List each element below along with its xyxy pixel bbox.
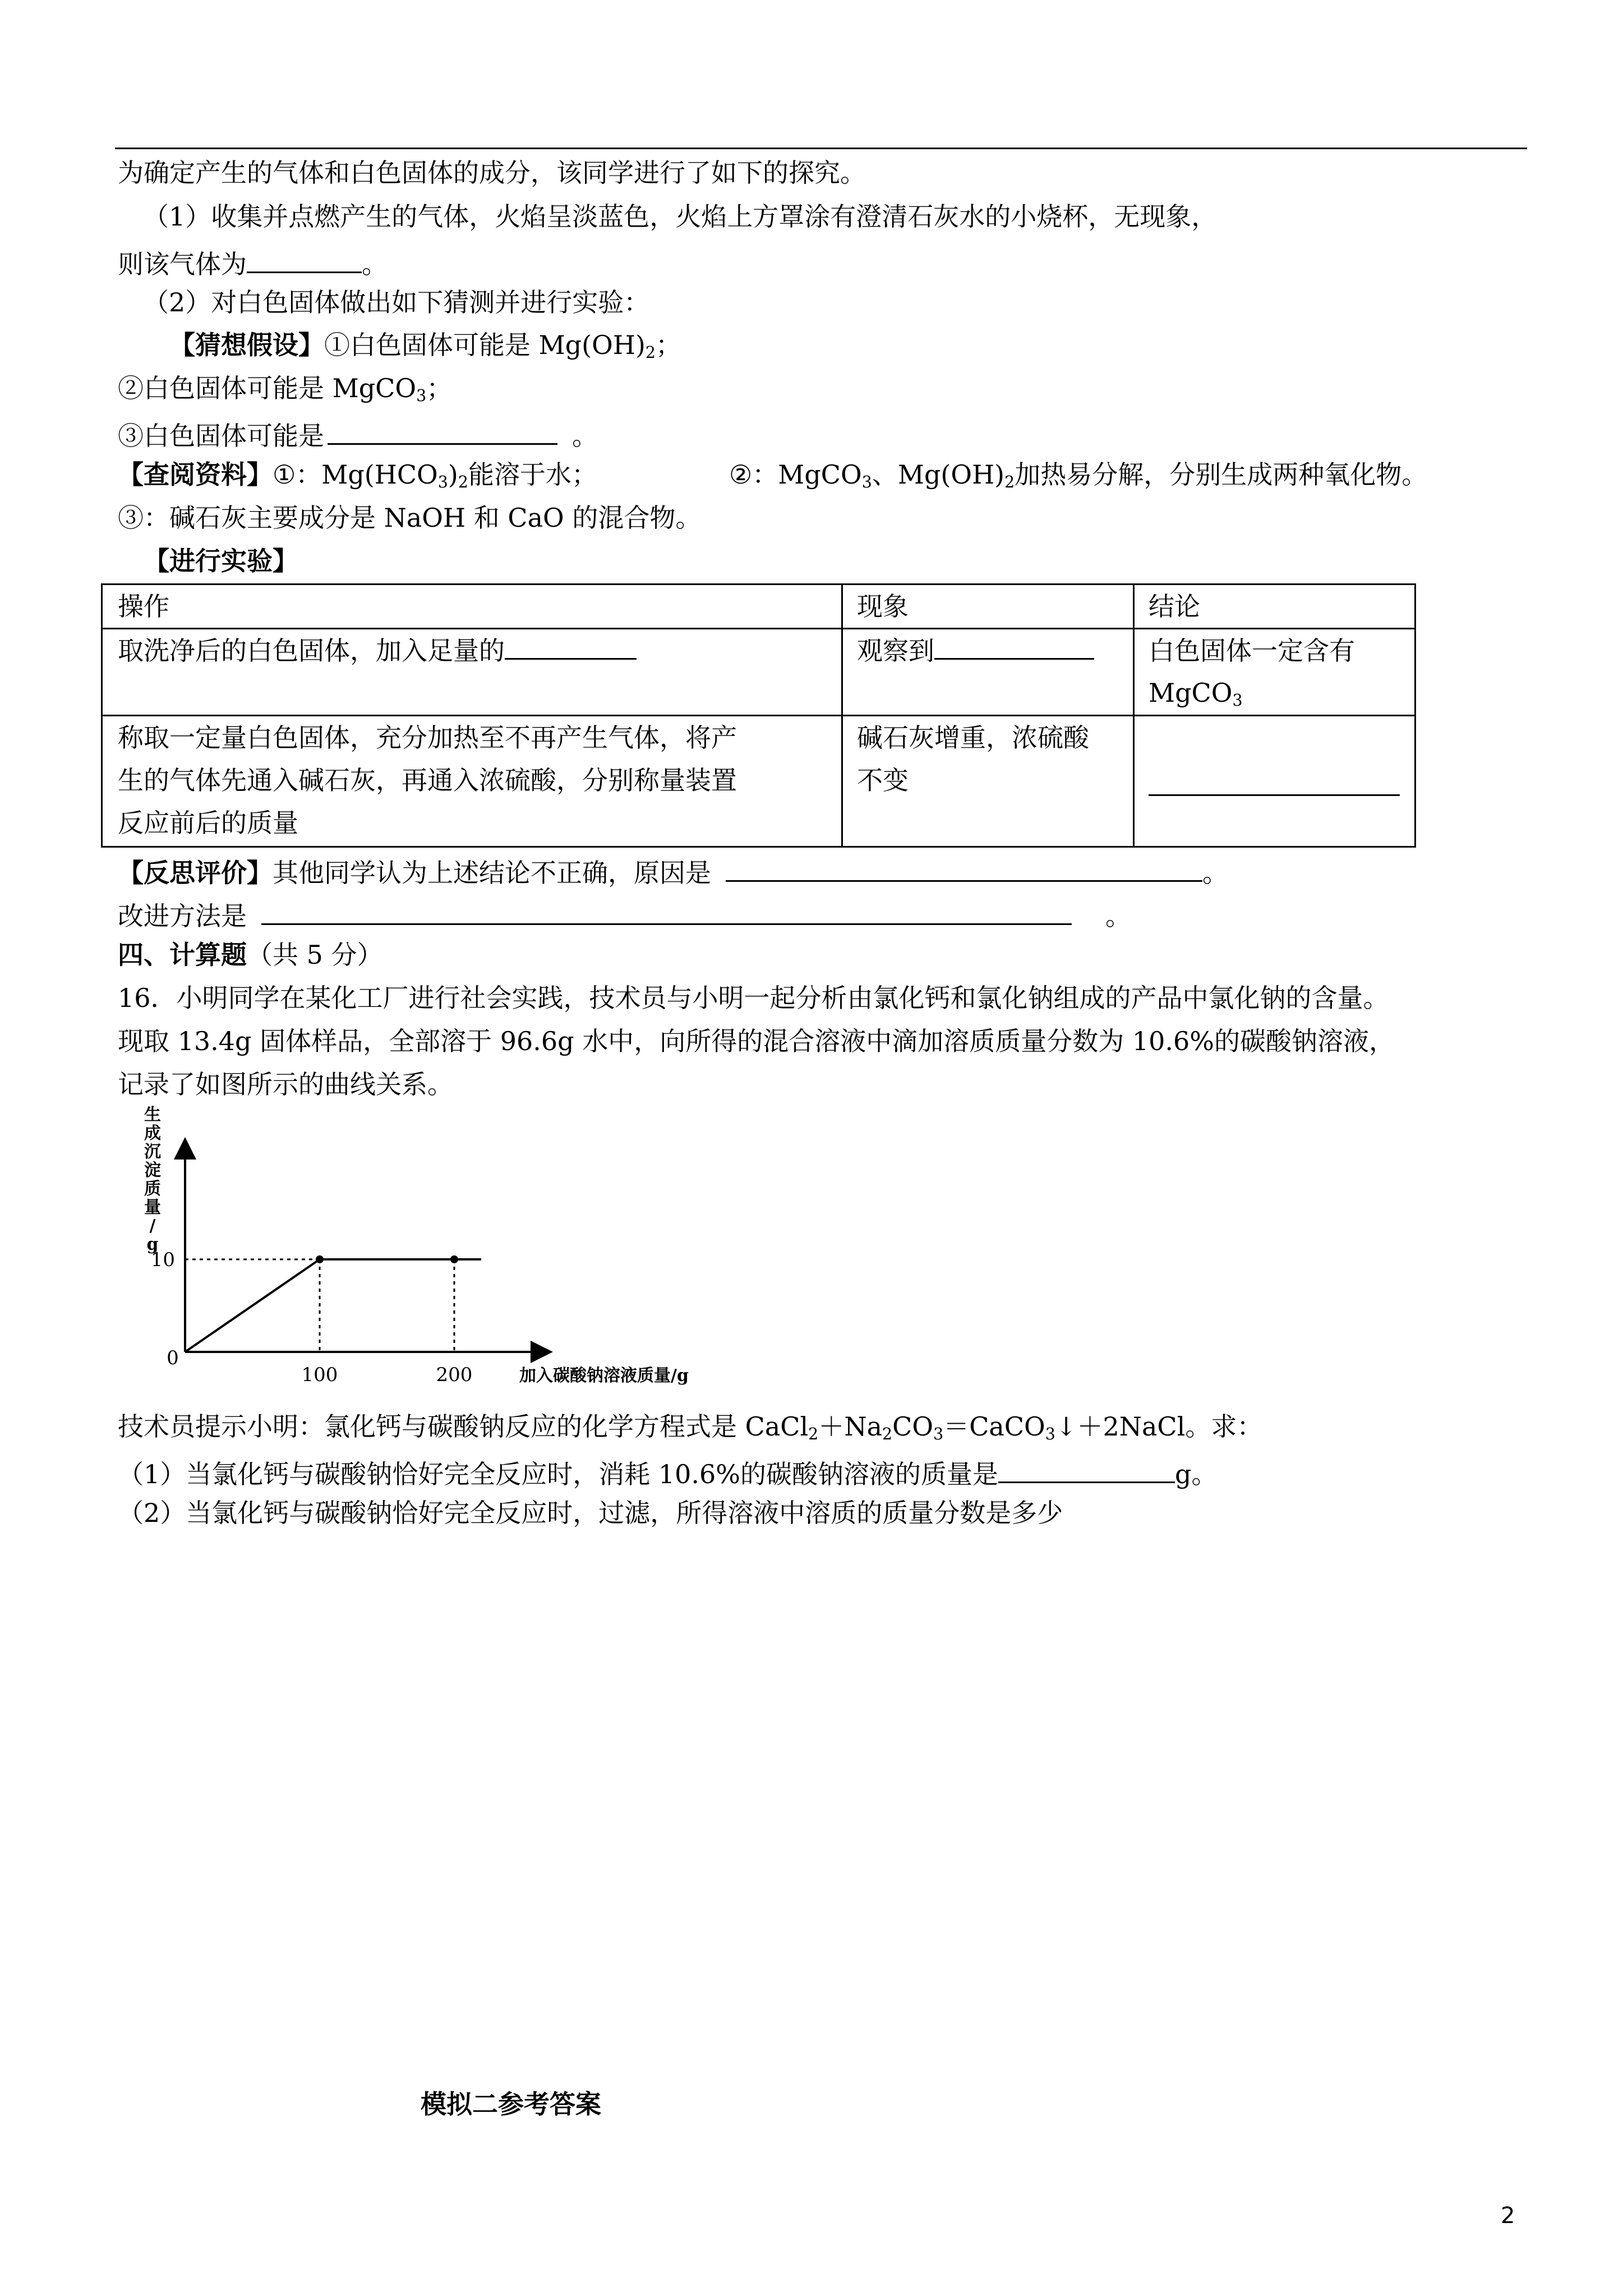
reference-2-end: 加热易分解，分别生成两种氧化物。 <box>1015 459 1428 490</box>
y-axis-label-char: 生 <box>144 1105 161 1125</box>
q1-suffix: 。 <box>362 249 388 279</box>
y-axis-label-char: 量 <box>144 1198 161 1217</box>
series-line <box>185 1259 481 1352</box>
q1-answer-blank[interactable] <box>247 247 362 273</box>
y-axis-label-char: 成 <box>144 1124 161 1143</box>
reference-label: 【查阅资料】 <box>118 459 273 490</box>
hypothesis-1 <box>169 330 682 362</box>
reference-2-text: ②：MgCO <box>729 459 862 490</box>
q16-sub1 <box>118 1457 1217 1487</box>
sub1-answer-blank[interactable] <box>998 1457 1175 1483</box>
data-point-1 <box>450 1255 458 1263</box>
improve-label: 改进方法是 <box>118 901 247 931</box>
hint-text: ↓＋2NaCl。求： <box>1055 1411 1263 1442</box>
section-4-score: （共 5 分） <box>247 940 383 970</box>
table-border <box>1133 583 1135 848</box>
q16-line1: 16．小明同学在某化工厂进行社会实践，技术员与小明一起分析由氯化钙和氯化钠组成的产品中氯化钠的含量。 <box>118 983 1389 1013</box>
experiment-label: 【进行实验】 <box>144 546 298 576</box>
table-header-conclusion: 结论 <box>1149 591 1200 622</box>
subscript: 3 <box>1045 1425 1055 1444</box>
hypothesis-3-blank[interactable] <box>328 418 557 445</box>
subscript: 3 <box>437 473 448 492</box>
q1-line2 <box>118 247 388 277</box>
hint-text: ＝CaCO <box>943 1411 1045 1442</box>
x-axis-label: 加入碳酸钠溶液质量/g <box>519 1366 689 1386</box>
table-border <box>101 846 1416 848</box>
chart-guides <box>185 1259 454 1352</box>
hint-text: ＋Na <box>818 1411 882 1442</box>
sub1-unit: g。 <box>1175 1459 1218 1489</box>
subscript: 3 <box>861 473 872 492</box>
subscript: 2 <box>458 473 469 492</box>
hypothesis-label: 【猜想假设】 <box>169 330 324 360</box>
subscript: 2 <box>882 1425 893 1444</box>
row1-reagent-blank[interactable] <box>505 633 637 660</box>
row1-conclusion-line1: 白色固体一定含有 <box>1149 636 1355 666</box>
hypothesis-1-text: ①白色固体可能是 Mg(OH) <box>324 330 645 360</box>
row1-operation-text: 取洗净后的白色固体，加入足量的 <box>118 636 505 666</box>
reflection-label: 【反思评价】 <box>118 858 273 888</box>
y-axis-label-char: 质 <box>144 1179 161 1199</box>
row2-observation-line1: 碱石灰增重，浓硫酸 <box>857 723 1089 753</box>
row2-operation-line1: 称取一定量白色固体，充分加热至不再产生气体，将产 <box>118 723 737 753</box>
row2-observation-line2: 不变 <box>857 765 909 795</box>
chart-axes <box>185 1148 542 1352</box>
chart-labels <box>144 1105 689 1386</box>
x-tick-label: 200 <box>436 1364 473 1386</box>
punct: 。 <box>1202 858 1228 888</box>
intro-text: 为确定产生的气体和白色固体的成分，该同学进行了如下的探究。 <box>118 158 866 188</box>
row1-operation <box>118 629 637 673</box>
table-border <box>101 583 1416 585</box>
table-border <box>841 583 843 848</box>
row1-observation-blank[interactable] <box>934 633 1094 660</box>
reflection-reason-blank[interactable] <box>726 855 1202 882</box>
row1-conclusion-formula: MgCO <box>1149 678 1233 708</box>
punct: 。 <box>1105 901 1131 931</box>
table-header-observation: 现象 <box>857 591 909 622</box>
punct: ； <box>656 330 682 360</box>
hypothesis-3 <box>118 418 598 449</box>
sub1-text: （1）当氯化钙与碳酸钠恰好完全反应时，消耗 10.6%的碳酸钠溶液的质量是 <box>118 1459 999 1489</box>
y-axis-label-char: / <box>149 1216 156 1236</box>
y-axis-label-char: 沉 <box>144 1142 161 1162</box>
reference-2-mid: 、Mg(OH) <box>872 459 1005 490</box>
table-border <box>1414 583 1416 848</box>
page-number: 2 <box>1501 2203 1515 2229</box>
y-axis-label-char: 淀 <box>144 1161 161 1180</box>
row2-operation-line3: 反应前后的质量 <box>118 808 298 838</box>
reference-1 <box>118 459 598 492</box>
hypothesis-2 <box>118 373 453 406</box>
row1-conclusion-line2 <box>1149 671 1243 715</box>
hypothesis-3-text: ③白色固体可能是 <box>118 421 324 451</box>
y-tick-label: 10 <box>150 1249 175 1271</box>
q16-line2: 现取 13.4g 固体样品，全部溶于 96.6g 水中，向所得的混合溶液中滴加溶质质量分数为 10.6%的碳酸钠溶液， <box>118 1026 1395 1056</box>
hint-text: 技术员提示小明：氯化钙与碳酸钠反应的化学方程式是 CaCl <box>118 1411 809 1442</box>
precipitate-chart <box>129 1105 689 1400</box>
table-header-operation: 操作 <box>118 591 169 622</box>
q16-line3: 记录了如图所示的曲线关系。 <box>118 1069 453 1099</box>
header-rule <box>115 148 1527 149</box>
row2-operation-line2: 生的气体先通入碱石灰，再通入浓硫酸，分别称量装置 <box>118 765 737 795</box>
reference-2 <box>729 459 1428 492</box>
improve-line <box>118 899 1131 929</box>
improve-method-blank[interactable] <box>261 899 1072 925</box>
row2-conclusion-blank[interactable] <box>1149 794 1400 796</box>
reflection-text: 其他同学认为上述结论不正确，原因是 <box>273 858 711 888</box>
reference-3: ③：碱石灰主要成分是 NaOH 和 CaO 的混合物。 <box>118 503 702 533</box>
subscript: 3 <box>416 386 427 406</box>
chart-series <box>185 1259 481 1352</box>
hypothesis-2-text: ②白色固体可能是 MgCO <box>118 373 417 403</box>
q2-intro: （2）对白色固体做出如下猜测并进行实验： <box>143 287 650 318</box>
data-point-0 <box>316 1255 324 1263</box>
reference-1-end: 能溶于水； <box>468 459 598 490</box>
section-4-heading <box>118 942 383 968</box>
subscript: 3 <box>1232 691 1243 710</box>
subscript: 3 <box>933 1425 944 1444</box>
answer-title: 模拟二参考答案 <box>421 2089 601 2119</box>
table-border <box>101 583 103 848</box>
y-axis-label-char: g <box>146 1235 159 1254</box>
punct: ； <box>426 373 453 403</box>
subscript: 2 <box>645 343 656 362</box>
reference-1-text: ①：Mg(HCO <box>273 459 438 490</box>
x-tick-label: 100 <box>301 1364 338 1386</box>
subscript: 2 <box>1004 473 1015 492</box>
origin-label: 0 <box>167 1347 179 1369</box>
hint-text: CO <box>892 1411 934 1442</box>
subscript: 2 <box>808 1425 819 1444</box>
punct: 。 <box>572 421 598 451</box>
row1-observation-text: 观察到 <box>857 636 934 666</box>
row1-observation <box>857 629 1094 673</box>
q16-sub2: （2）当氯化钙与碳酸钠恰好完全反应时，过滤，所得溶液中溶质的质量分数是多少 <box>118 1498 1063 1528</box>
q1-line1: （1）收集并点燃产生的气体，火焰呈淡蓝色，火焰上方罩涂有澄清石灰水的小烧杯，无现象， <box>143 201 1218 232</box>
reflection-line <box>118 855 1228 886</box>
section-4-title: 四、计算题 <box>118 940 247 970</box>
q16-hint <box>118 1411 1263 1444</box>
q1-prefix: 则该气体为 <box>118 249 247 279</box>
paren: ) <box>448 459 458 490</box>
